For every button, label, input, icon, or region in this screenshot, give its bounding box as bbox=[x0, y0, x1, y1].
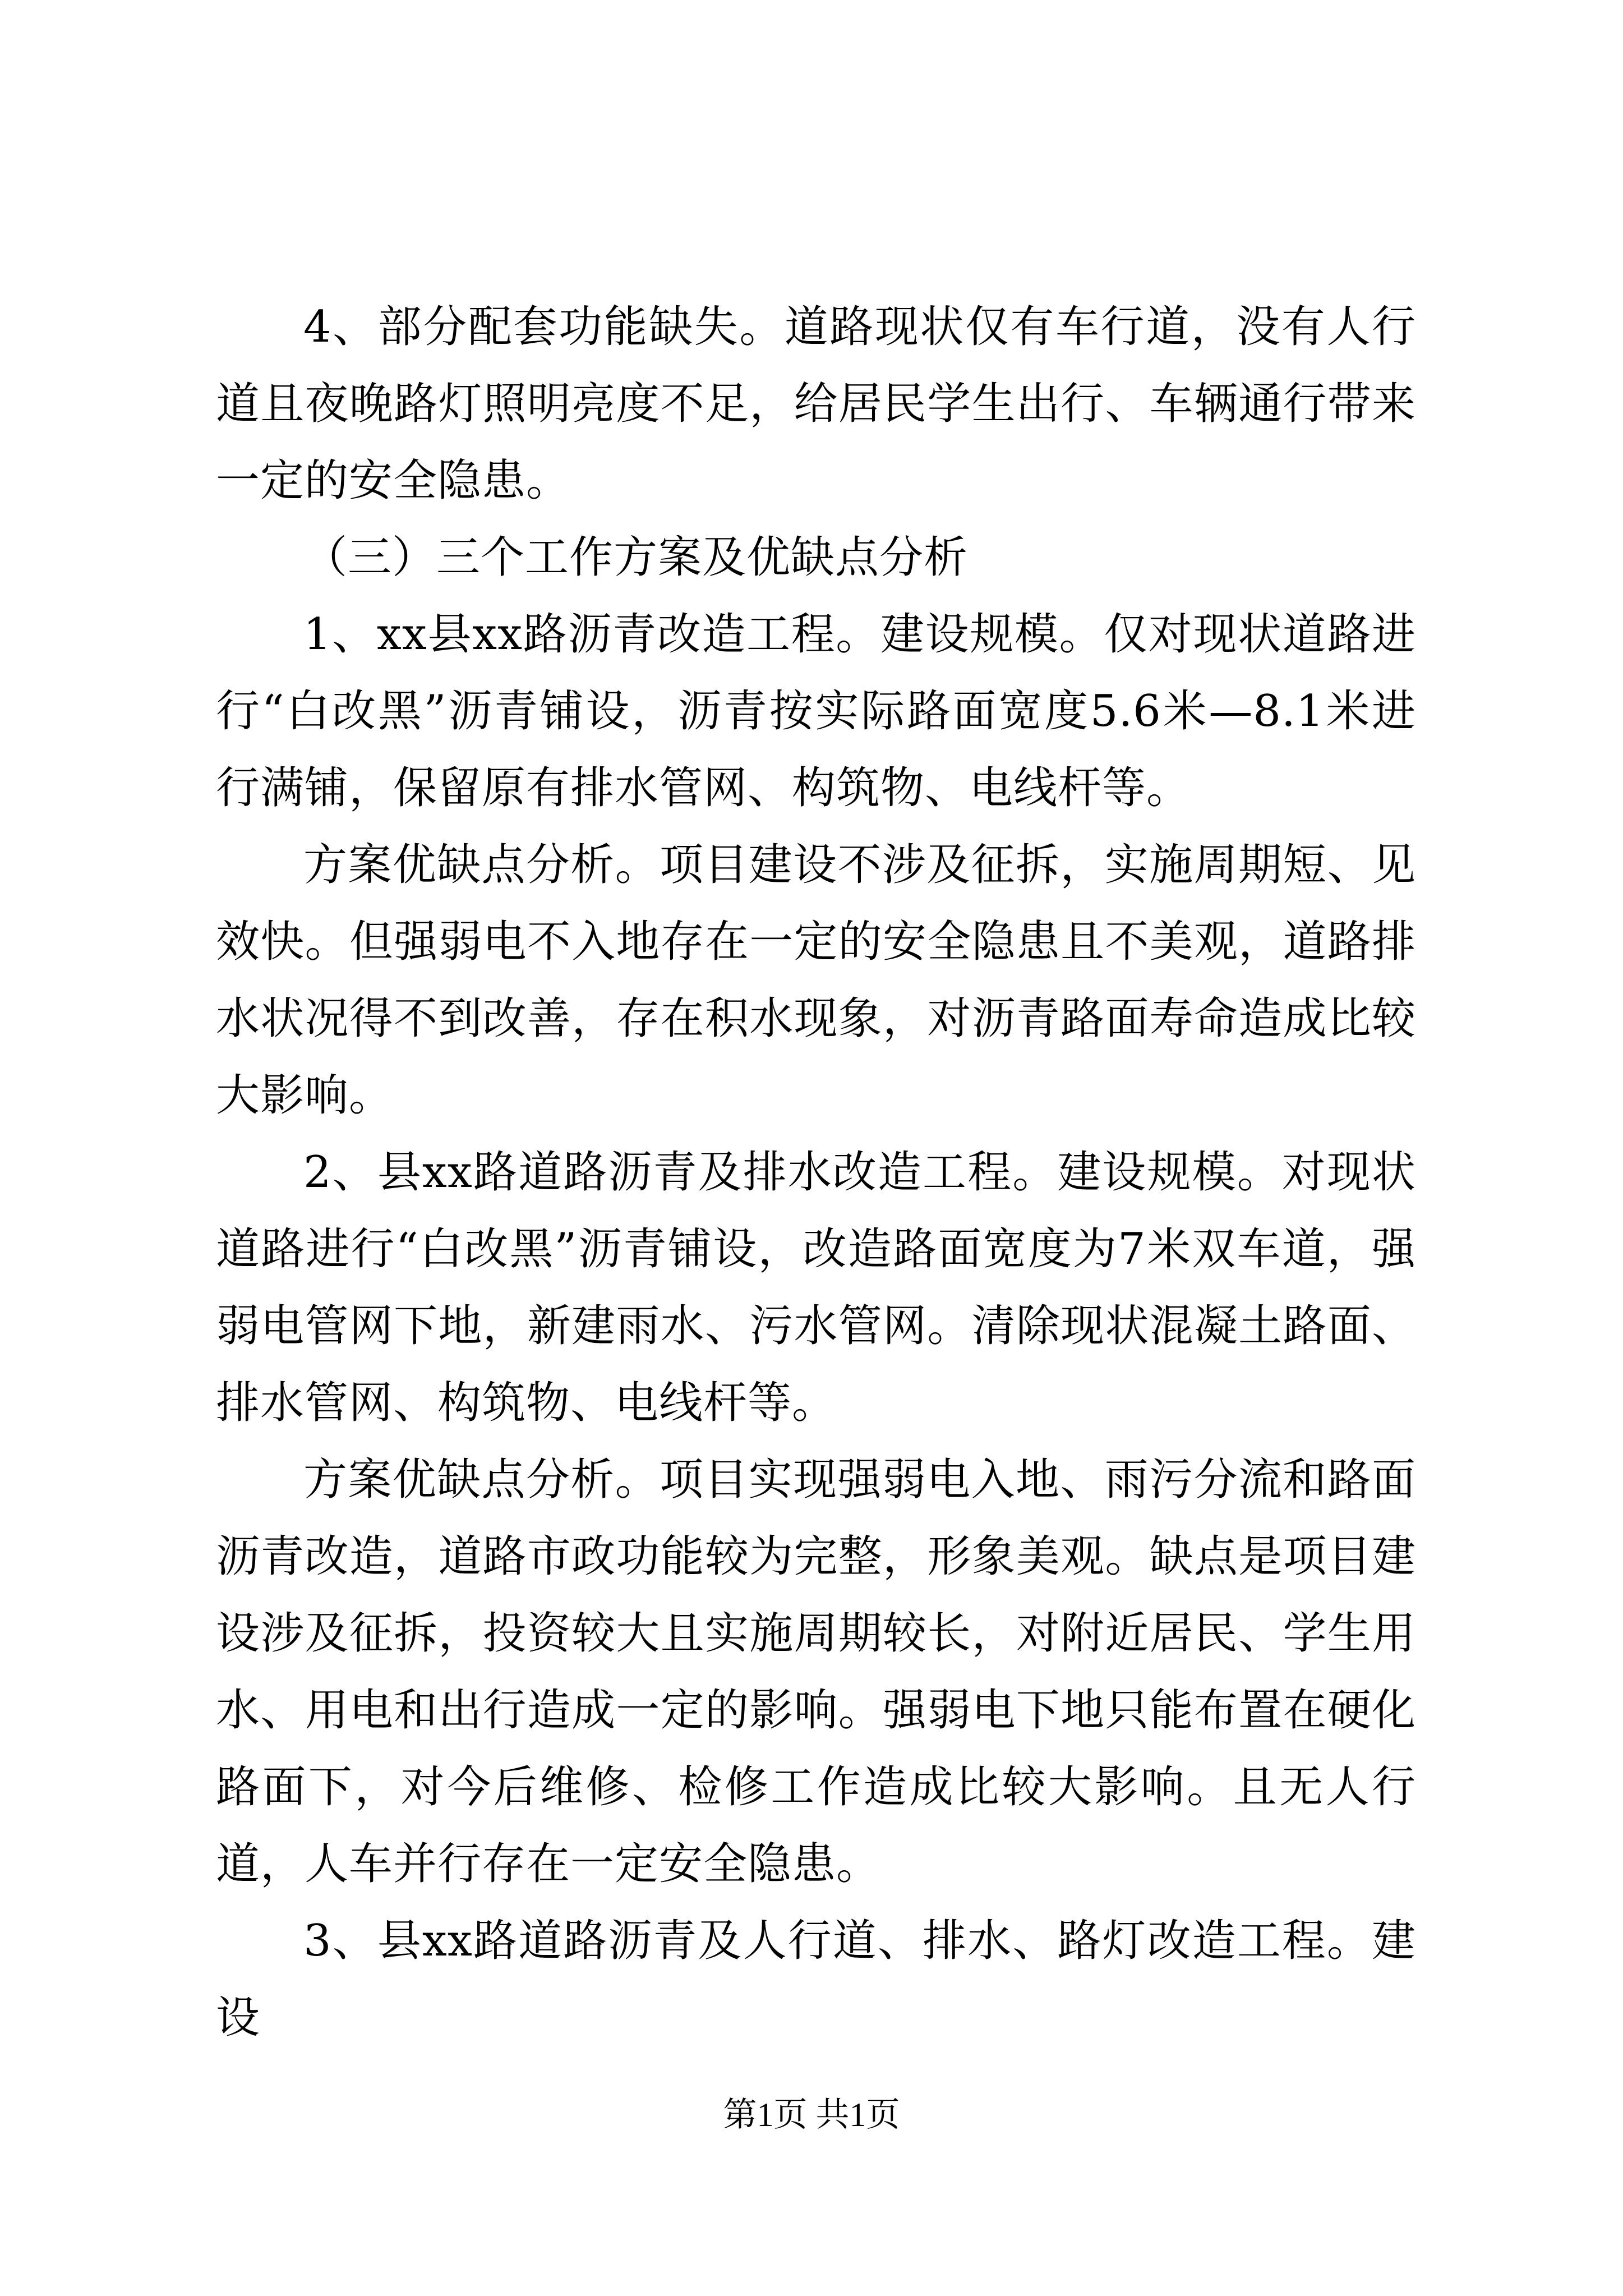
document-body bbox=[216, 289, 1416, 2056]
paragraph-missing-functions: 4、部分配套功能缺失。道路现状仅有车行道，没有人行道且夜晚路灯照明亮度不足，给居民学生出行、车辆通行带来一定的安全隐患。 bbox=[216, 302, 1416, 506]
paragraph-plan-3: 3、县xx路道路沥青及人行道、排水、路灯改造工程。建设 bbox=[216, 1916, 1416, 2043]
paragraph-plan-2: 2、县xx路道路沥青及排水改造工程。建设规模。对现状道路进行“白改黑”沥青铺设，改造路面宽度为7米双车道，强弱电管网下地，新建雨水、污水管网。清除现状混凝土路面、排水管网、构筑物、电线杆等。 bbox=[216, 1147, 1416, 1428]
paragraph-plan-2-analysis: 方案优缺点分析。项目实现强弱电入地、雨污分流和路面沥青改造，道路市政功能较为完整，形象美观。缺点是项目建设涉及征拆，投资较大且实施周期较长，对附近居民、学生用水、用电和出行造成一定的影响。强弱电下地只能布置在硬化路面下，对今后维修、检修工作造成比较大影响。且无人行道，人车并行存在一定安全隐患。 bbox=[216, 1455, 1416, 1889]
section-heading-three-plans: （三）三个工作方案及优缺点分析 bbox=[303, 532, 969, 583]
paragraph-plan-1-analysis: 方案优缺点分析。项目建设不涉及征拆，实施周期短、见效快。但强弱电不入地存在一定的安全隐患且不美观，道路排水状况得不到改善，存在积水现象，对沥青路面寿命造成比较大影响。 bbox=[216, 840, 1416, 1121]
page-footer: 第1页 共1页 bbox=[723, 2096, 900, 2133]
paragraph-plan-1: 1、xx县xx路沥青改造工程。建设规模。仅对现状道路进行“白改黑”沥青铺设，沥青按实际路面宽度5.6米—8.1米进行满铺，保留原有排水管网、构筑物、电线杆等。 bbox=[216, 609, 1416, 813]
